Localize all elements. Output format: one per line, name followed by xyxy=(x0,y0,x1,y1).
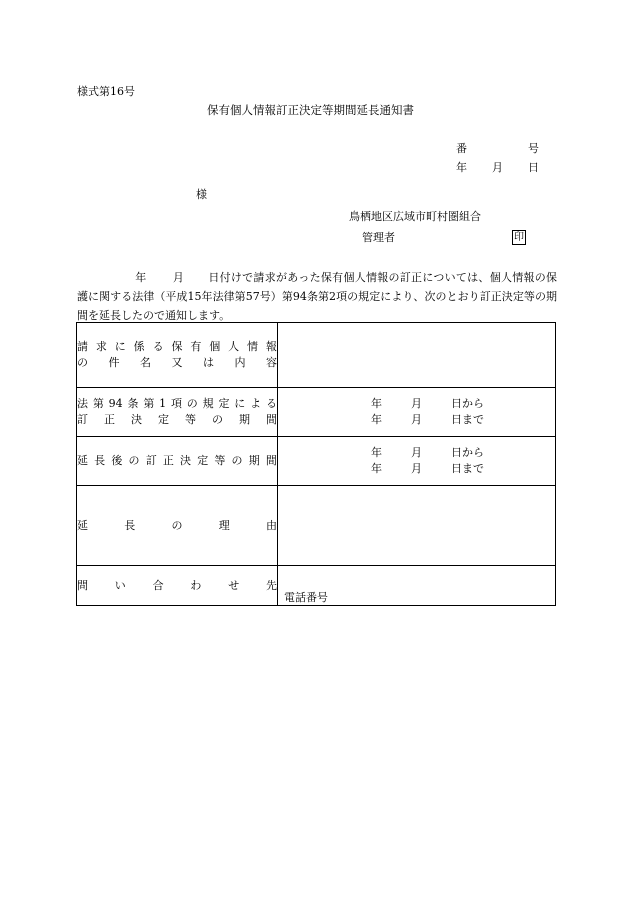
body-month: 月 xyxy=(172,271,185,284)
label-char: 容 xyxy=(266,356,277,369)
label-char: は xyxy=(203,356,214,369)
number-label: 番 xyxy=(456,142,467,155)
label-char: 訂 xyxy=(145,454,157,467)
label-char: 長 xyxy=(94,454,106,467)
label-char: せ xyxy=(228,578,240,592)
sender-organization: 鳥栖地区広域市町村圏組合 xyxy=(349,210,481,223)
label-char: 期 xyxy=(248,454,260,467)
label-char: 情 xyxy=(247,340,259,353)
label-char: 名 xyxy=(140,356,151,369)
label-char: 延 xyxy=(77,454,88,467)
label-char: 規 xyxy=(202,397,214,410)
label-char: 保 xyxy=(171,340,183,353)
label-char: 94 xyxy=(108,397,123,410)
label-char: 合 xyxy=(152,578,164,592)
phone-number-label: 電話番号 xyxy=(284,590,328,604)
original-period-value[interactable] xyxy=(278,388,556,437)
label-char: 第 xyxy=(143,397,155,410)
label-char: 延 xyxy=(77,518,88,532)
label-line xyxy=(77,453,277,469)
label-char: 定 xyxy=(197,454,209,467)
label-char: 有 xyxy=(190,340,202,353)
label-char: い xyxy=(114,578,126,592)
label-char: 先 xyxy=(265,578,277,592)
label-line xyxy=(77,518,277,534)
period-from: 年 月 日から xyxy=(371,446,484,459)
row-label-extended-period xyxy=(77,437,278,486)
row-label-original-period xyxy=(77,388,278,437)
label-char: 報 xyxy=(265,340,277,353)
number-suffix: 号 xyxy=(528,142,539,155)
label-char: の xyxy=(231,454,243,467)
extended-period-value[interactable] xyxy=(278,437,556,486)
label-char: 人 xyxy=(228,340,240,353)
extension-table xyxy=(76,322,556,606)
table-row xyxy=(77,486,556,566)
period-from: 年 月 日から xyxy=(371,397,484,410)
seal-mark xyxy=(512,230,526,245)
row-label-reason xyxy=(77,486,278,566)
label-line xyxy=(77,396,277,412)
seal-stamp: 印 xyxy=(514,232,524,243)
label-char: 1 xyxy=(159,397,167,410)
label-char: の xyxy=(77,356,88,369)
label-line xyxy=(77,412,277,428)
period-to: 年 月 日まで xyxy=(371,413,484,426)
table-row xyxy=(77,388,556,437)
label-char: 問 xyxy=(77,578,88,592)
period-to: 年 月 日まで xyxy=(371,462,484,475)
contact-value[interactable] xyxy=(278,566,556,606)
table-row xyxy=(77,437,556,486)
label-char: 個 xyxy=(209,340,221,353)
label-line xyxy=(77,578,277,594)
label-char: に xyxy=(114,340,126,353)
label-char: 理 xyxy=(218,518,230,532)
manager-label: 管理者 xyxy=(362,231,395,244)
date-year: 年 xyxy=(456,161,467,174)
label-char: 決 xyxy=(180,454,192,467)
label-char: 第 xyxy=(92,397,104,410)
label-char: に xyxy=(234,397,246,410)
request-item-value[interactable] xyxy=(278,323,556,388)
label-char: 期 xyxy=(239,413,250,426)
label-char: 等 xyxy=(214,454,226,467)
label-char: の xyxy=(171,518,183,532)
label-char: 又 xyxy=(171,356,183,369)
label-char: わ xyxy=(190,578,202,592)
body-year: 年 xyxy=(135,271,147,284)
label-char: の xyxy=(212,413,223,426)
table-row xyxy=(77,566,556,606)
label-line xyxy=(77,339,277,355)
row-label-request-item xyxy=(77,323,278,388)
label-char: 条 xyxy=(127,397,139,410)
label-char: の xyxy=(128,454,140,467)
label-char: 後 xyxy=(111,454,123,467)
label-char: の xyxy=(186,397,198,410)
label-char: 求 xyxy=(95,340,107,353)
label-char: 正 xyxy=(162,454,174,467)
body-text: 日付けで請求があった保有個人情報の訂正については、個人情報の保護に関する法律（平成15年法律第57号）第94条第2項の規定により、次のとおり訂正決定等の期間を延長したので通知します。 xyxy=(77,271,558,322)
label-line xyxy=(77,355,277,371)
form-number: 様式第16号 xyxy=(77,85,135,98)
label-char: る xyxy=(265,397,277,410)
label-char: 請 xyxy=(77,340,88,353)
date-day: 日 xyxy=(528,161,539,174)
label-char: 定 xyxy=(218,397,230,410)
label-char: 由 xyxy=(266,518,277,532)
label-char: 決 xyxy=(131,413,142,426)
label-char: 係 xyxy=(133,340,145,353)
label-char: 等 xyxy=(185,413,196,426)
row-label-contact xyxy=(77,566,278,606)
label-char: 訂 xyxy=(77,413,88,426)
label-char: 項 xyxy=(170,397,182,410)
label-char: 間 xyxy=(266,413,277,426)
label-char: 件 xyxy=(108,356,120,369)
label-char: 定 xyxy=(158,413,169,426)
label-char: 正 xyxy=(104,413,115,426)
date-month: 月 xyxy=(492,161,503,174)
body-paragraph xyxy=(77,268,557,325)
label-char: 法 xyxy=(77,397,88,410)
label-char: よ xyxy=(250,397,262,410)
label-char: 内 xyxy=(234,356,246,369)
table-row xyxy=(77,323,556,388)
label-char: る xyxy=(152,340,164,353)
label-char: 間 xyxy=(265,454,277,467)
document-title: 保有個人情報訂正決定等期間延長通知書 xyxy=(207,103,414,117)
label-char: 長 xyxy=(124,518,136,532)
reason-value[interactable] xyxy=(278,486,556,566)
addressee-suffix: 様 xyxy=(196,188,207,201)
